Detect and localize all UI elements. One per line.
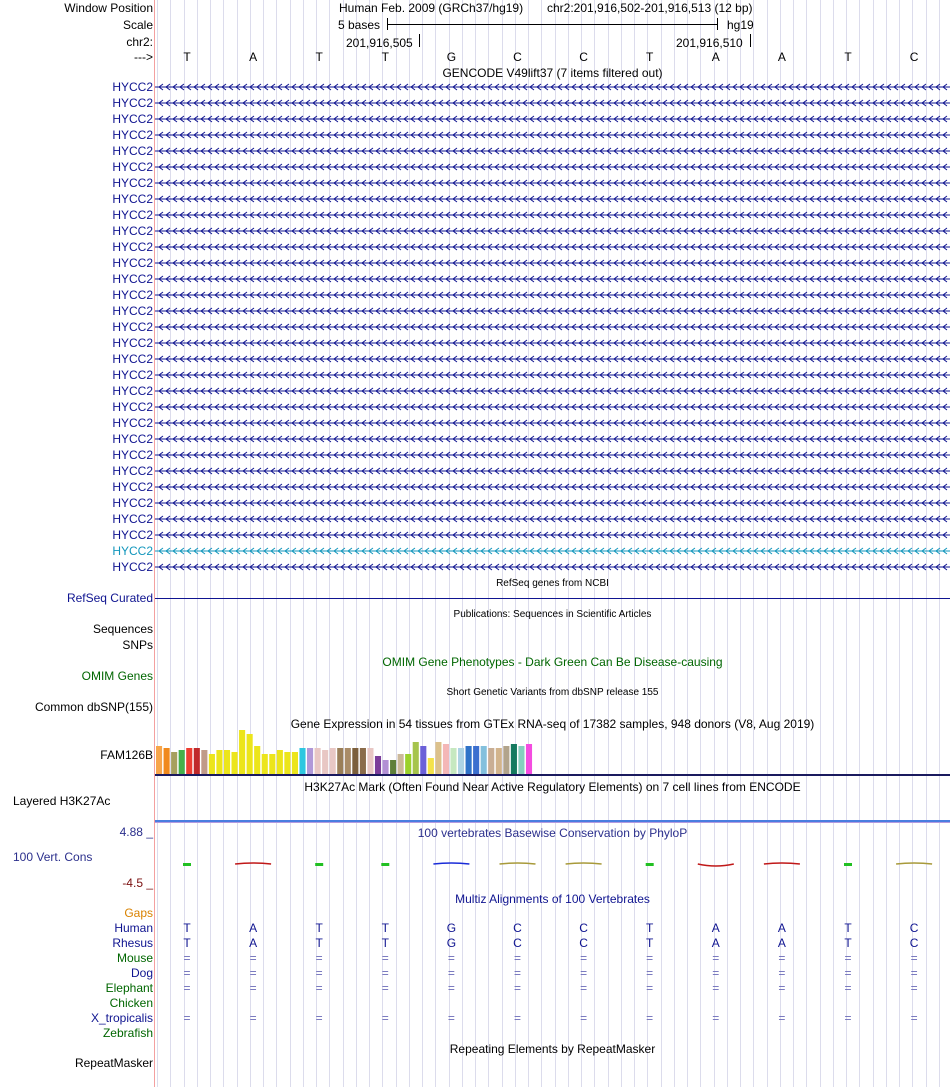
label-species-mouse: Mouse [116, 951, 153, 965]
base-letter: T [844, 50, 852, 64]
label-snps[interactable]: SNPs [122, 638, 153, 652]
label-layered-h3k27ac[interactable]: Layered H3K27Ac [13, 794, 111, 808]
gencode-transcript-label[interactable]: HYCC2 [112, 208, 153, 222]
alignment-base-x-tropicalis: = [513, 1011, 521, 1025]
alignment-base-mouse: = [778, 951, 786, 965]
position-text: chr2:201,916,502-201,916,513 (12 bp) [547, 1, 753, 15]
alignment-base-elephant: = [712, 981, 720, 995]
gencode-transcript-label[interactable]: HYCC2 [112, 96, 153, 110]
gencode-transcript-label[interactable]: HYCC2 [112, 240, 153, 254]
gencode-transcript-label[interactable]: HYCC2 [112, 320, 153, 334]
gencode-transcript-label[interactable]: HYCC2 [112, 80, 153, 94]
repeatmasker-track-title[interactable]: Repeating Elements by RepeatMasker [449, 1042, 656, 1056]
alignment-base-human: A [711, 921, 720, 935]
alignment-base-dog: = [778, 966, 786, 980]
label-omim-genes[interactable]: OMIM Genes [81, 669, 153, 683]
base-letter: T [381, 50, 389, 64]
alignment-base-elephant: = [381, 981, 389, 995]
alignment-base-dog: = [513, 966, 521, 980]
alignment-base-rhesus: A [711, 936, 720, 950]
gencode-transcript-label[interactable]: HYCC2 [112, 464, 153, 478]
alignment-base-human: C [513, 921, 522, 935]
pubs-track-title[interactable]: Publications: Sequences in Scientific Articles [453, 609, 652, 620]
alignment-base-elephant: = [646, 981, 654, 995]
alignment-base-dog: = [381, 966, 389, 980]
alignment-base-human: T [844, 921, 852, 935]
alignment-base-x-tropicalis: = [315, 1011, 323, 1025]
phylop-score-mark [764, 863, 800, 864]
phylop-score-mark [500, 863, 536, 864]
alignment-base-mouse: = [183, 951, 191, 965]
alignment-base-elephant: = [183, 981, 191, 995]
track-data-area[interactable] [155, 0, 950, 1087]
gencode-transcript-label[interactable]: HYCC2 [112, 496, 153, 510]
label-species-dog: Dog [130, 966, 153, 980]
gencode-transcript-label[interactable]: HYCC2 [112, 544, 153, 558]
alignment-base-mouse: = [844, 951, 852, 965]
label-phylop-max: 4.88 _ [119, 825, 153, 839]
alignment-base-dog: = [580, 966, 588, 980]
alignment-base-dog: = [183, 966, 191, 980]
alignment-base-x-tropicalis: = [712, 1011, 720, 1025]
alignment-base-x-tropicalis: = [249, 1011, 257, 1025]
label-species-chicken: Chicken [109, 996, 153, 1010]
alignment-base-x-tropicalis: = [183, 1011, 191, 1025]
base-letter: A [711, 50, 720, 64]
alignment-base-rhesus: T [646, 936, 654, 950]
label-species-rhesus: Rhesus [112, 936, 153, 950]
track-labels-column [0, 0, 153, 1087]
label-species-zebrafish: Zebrafish [102, 1026, 153, 1040]
gencode-transcript-label[interactable]: HYCC2 [112, 272, 153, 286]
gencode-transcript-label[interactable]: HYCC2 [112, 304, 153, 318]
alignment-base-mouse: = [513, 951, 521, 965]
label-chrom: chr2: [126, 35, 153, 49]
gtex-track-title[interactable]: Gene Expression in 54 tissues from GTEx RNA-seq of 17382 samples, 948 donors (V8, Aug 2019) [290, 717, 815, 731]
label-scale: Scale [122, 18, 153, 32]
phylop-score-mark [646, 863, 654, 866]
phylop-score-mark [433, 863, 469, 864]
base-letter: T [315, 50, 323, 64]
alignment-base-rhesus: T [183, 936, 191, 950]
alignment-base-dog: = [315, 966, 323, 980]
coord-label-2: 201,916,510 [676, 36, 743, 50]
alignment-base-elephant: = [249, 981, 257, 995]
alignment-base-mouse: = [646, 951, 654, 965]
alignment-base-human: G [446, 921, 457, 935]
base-letter: T [646, 50, 654, 64]
db-text: hg19 [727, 18, 754, 32]
alignment-base-rhesus: C [909, 936, 919, 950]
alignment-base-human: C [579, 921, 588, 935]
alignment-base-mouse: = [580, 951, 588, 965]
gencode-transcript-label[interactable]: HYCC2 [112, 144, 153, 158]
label-phylop-min: -4.5 _ [122, 876, 153, 890]
alignment-base-x-tropicalis: = [381, 1011, 389, 1025]
alignment-base-elephant: = [513, 981, 521, 995]
gencode-transcript-label[interactable]: HYCC2 [112, 112, 153, 126]
alignment-base-elephant: = [447, 981, 455, 995]
label-species-x-tropicalis: X_tropicalis [90, 1011, 153, 1025]
alignment-base-mouse: = [315, 951, 323, 965]
label-strand: ---> [134, 50, 153, 64]
alignment-base-human: A [777, 921, 786, 935]
alignment-base-dog: = [712, 966, 720, 980]
gencode-transcript-label[interactable]: HYCC2 [112, 224, 153, 238]
gencode-transcript-label[interactable]: HYCC2 [112, 288, 153, 302]
omim-track-title[interactable]: OMIM Gene Phenotypes - Dark Green Can Be Disease-causing [382, 655, 723, 669]
alignment-base-dog: = [910, 966, 918, 980]
alignment-base-rhesus: A [777, 936, 786, 950]
label-species-human: Human [114, 921, 153, 935]
refseq-track-title[interactable]: RefSeq genes from NCBI [496, 578, 609, 589]
base-letter: A [777, 50, 786, 64]
phylop-score-mark [844, 863, 852, 866]
gencode-transcript-label[interactable]: HYCC2 [112, 512, 153, 526]
alignment-base-human: T [646, 921, 654, 935]
alignment-base-dog: = [646, 966, 654, 980]
alignment-base-x-tropicalis: = [646, 1011, 654, 1025]
phylop-score-mark [315, 863, 323, 866]
gencode-transcript-label[interactable]: HYCC2 [112, 192, 153, 206]
alignment-base-dog: = [844, 966, 852, 980]
gencode-transcript-label[interactable]: HYCC2 [112, 560, 153, 574]
alignment-base-human: T [183, 921, 191, 935]
alignment-base-x-tropicalis: = [778, 1011, 786, 1025]
alignment-base-mouse: = [249, 951, 257, 965]
gencode-transcript-label[interactable]: HYCC2 [112, 256, 153, 270]
h3k27ac-track-title[interactable]: H3K27Ac Mark (Often Found Near Active Regulatory Elements) on 7 cell lines from ENCODE [304, 780, 801, 794]
gencode-transcript-label[interactable]: HYCC2 [112, 128, 153, 142]
alignment-base-dog: = [249, 966, 257, 980]
gencode-transcript-label[interactable]: HYCC2 [112, 176, 153, 190]
phylop-score-mark [896, 863, 932, 864]
alignment-base-rhesus: C [579, 936, 588, 950]
phylop-conservation-marks[interactable] [155, 0, 950, 880]
label-common-dbsnp[interactable]: Common dbSNP(155) [34, 700, 153, 714]
alignment-base-rhesus: T [844, 936, 852, 950]
alignment-base-human: T [381, 921, 389, 935]
base-letter: C [579, 50, 588, 64]
label-gtex-gene[interactable]: FAM126B [100, 748, 153, 762]
alignment-base-mouse: = [447, 951, 455, 965]
alignment-base-rhesus: T [315, 936, 323, 950]
base-letter: C [909, 50, 919, 64]
multiz-track-title[interactable]: Multiz Alignments of 100 Vertebrates [455, 892, 650, 906]
gencode-transcript-label[interactable]: HYCC2 [112, 400, 153, 414]
gencode-transcript-label[interactable]: HYCC2 [112, 448, 153, 462]
label-species-elephant: Elephant [105, 981, 153, 995]
phylop-score-mark [381, 863, 389, 866]
alignment-base-mouse: = [910, 951, 918, 965]
alignment-base-rhesus: A [249, 936, 258, 950]
alignment-base-elephant: = [910, 981, 918, 995]
alignment-base-elephant: = [844, 981, 852, 995]
gencode-transcript-label[interactable]: HYCC2 [112, 352, 153, 366]
base-letter: C [513, 50, 522, 64]
scale-text: 5 bases [338, 18, 381, 32]
gencode-transcript-label[interactable]: HYCC2 [112, 368, 153, 382]
base-letter: A [249, 50, 258, 64]
alignment-base-rhesus: T [381, 936, 389, 950]
gencode-track-title[interactable]: GENCODE V49lift37 (7 items filtered out) [442, 66, 663, 80]
alignment-base-mouse: = [381, 951, 389, 965]
dbsnp-track-title[interactable]: Short Genetic Variants from dbSNP release 155 [446, 687, 659, 698]
alignment-base-rhesus: G [446, 936, 457, 950]
alignment-base-x-tropicalis: = [844, 1011, 852, 1025]
alignment-base-mouse: = [712, 951, 720, 965]
gencode-transcript-label[interactable]: HYCC2 [112, 336, 153, 350]
phylop-track-title[interactable]: 100 vertebrates Basewise Conservation by PhyloP [417, 826, 688, 840]
alignment-base-human: A [249, 921, 258, 935]
gencode-transcript-label[interactable]: HYCC2 [112, 528, 153, 542]
label-refseq-curated[interactable]: RefSeq Curated [66, 591, 153, 605]
coord-label-1: 201,916,505 [346, 36, 413, 50]
phylop-score-mark [698, 864, 734, 866]
alignment-base-human: C [909, 921, 919, 935]
alignment-base-x-tropicalis: = [910, 1011, 918, 1025]
gencode-transcript-label[interactable]: HYCC2 [112, 480, 153, 494]
alignment-base-elephant: = [315, 981, 323, 995]
alignment-base-x-tropicalis: = [447, 1011, 455, 1025]
assembly-text: Human Feb. 2009 (GRCh37/hg19) [339, 1, 524, 15]
phylop-score-mark [566, 863, 602, 864]
alignment-base-human: T [315, 921, 323, 935]
label-window-position: Window Position [64, 1, 153, 15]
alignment-base-elephant: = [778, 981, 786, 995]
label-repeatmasker[interactable]: RepeatMasker [74, 1056, 153, 1070]
alignment-base-elephant: = [580, 981, 588, 995]
gencode-transcript-label[interactable]: HYCC2 [112, 160, 153, 174]
gencode-transcript-label[interactable]: HYCC2 [112, 432, 153, 446]
gencode-transcript-label[interactable]: HYCC2 [112, 384, 153, 398]
phylop-score-mark [235, 863, 271, 864]
base-letter: G [446, 50, 457, 64]
alignment-base-dog: = [447, 966, 455, 980]
label-100-vert-cons[interactable]: 100 Vert. Cons [13, 850, 93, 864]
label-gaps: Gaps [124, 906, 153, 920]
phylop-score-mark [183, 863, 191, 866]
label-sequences[interactable]: Sequences [92, 622, 153, 636]
gencode-transcript-label[interactable]: HYCC2 [112, 416, 153, 430]
alignment-base-rhesus: C [513, 936, 522, 950]
base-letter: T [183, 50, 191, 64]
alignment-base-x-tropicalis: = [580, 1011, 588, 1025]
